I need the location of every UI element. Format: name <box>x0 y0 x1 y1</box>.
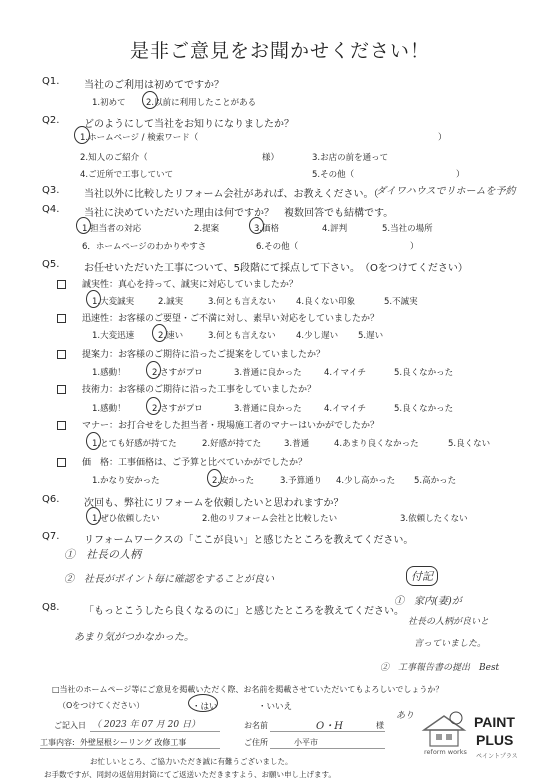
q4-number: Q4. <box>42 204 60 215</box>
q5-item-1-option-4[interactable]: 4.良くない印象 <box>296 297 356 307</box>
q4-option-7[interactable]: 6.その他（ <box>256 242 299 252</box>
q3-handwritten-answer: ダイワハウスでリホームを予約 <box>376 186 516 197</box>
q1-option-1[interactable]: 1.初めて <box>92 98 126 108</box>
address-underline <box>270 748 385 749</box>
q5-item-5-option-5[interactable]: 5.良くない <box>448 439 491 449</box>
logo-kana: ペイントプラス <box>476 753 518 760</box>
q6-selected-circle <box>86 507 101 525</box>
q7-question: リフォームワークスの「ここが良い」と感じたところを教えてください。 <box>84 535 414 546</box>
side-note-line-3: 言っていました。 <box>414 639 487 649</box>
q5-item-1-heading: 誠実性：真心を持って、誠実に対応していましたか？ <box>82 280 298 290</box>
q5-item-5-selected-circle <box>86 432 101 450</box>
q8-answer: あまり気がつかなかった。 <box>74 632 194 643</box>
q4-question: 当社に決めていただいた理由は何ですか？ 複数回答でも結構です。 <box>84 208 394 219</box>
q5-item-5-option-1[interactable]: 1.とても好感が持てた <box>92 439 177 449</box>
q8-number: Q8. <box>42 602 60 613</box>
q2-number: Q2. <box>42 115 60 126</box>
q5-item-2-option-1[interactable]: 1.大変迅速 <box>92 331 135 341</box>
q4-selected-circle-1 <box>76 217 91 234</box>
q4-option-2[interactable]: 2.提案 <box>194 224 220 234</box>
q2-question: どのようにして当社をお知りになりましたか？ <box>84 119 294 130</box>
thanks-line-2: お手数ですが、同封の返信用封筒にてご返送いただきますよう、お願い申し上げます。 <box>44 770 336 779</box>
q5-item-2-option-3[interactable]: 3.何とも言えない <box>208 331 276 341</box>
consent-yes[interactable]: ・はい <box>192 702 218 712</box>
logo-paint: PAINT <box>474 714 515 730</box>
thanks-line-1: お忙しいところ、ご協力いただき誠に有難うございました。 <box>90 757 293 766</box>
side-note-line-2: 社長の人柄が良いと <box>408 617 490 627</box>
q6-number: Q6. <box>42 494 60 505</box>
q2-option-2-mid: 様） <box>262 153 280 163</box>
q5-item-4-option-3[interactable]: 3.普通に良かった <box>234 404 302 414</box>
consent-no[interactable]: ・いいえ <box>258 702 293 712</box>
q5-item-5-heading: マナー：お打合せをした担当者・現場施工者のマナーはいかがでしたか？ <box>82 421 380 431</box>
q5-item-3-heading: 提案力：お客様のご期待に沿ったご提案をしていましたか？ <box>82 350 326 360</box>
q5-item-2-option-4[interactable]: 4.少し遅い <box>296 331 339 341</box>
q5-item-2-heading: 迅速性：お客様のご要望・ご不満に対し、素早い対応をしていましたか？ <box>82 314 380 324</box>
consent-yes-circle <box>188 694 218 712</box>
q5-item-6-option-1[interactable]: 1.かなり安かった <box>92 476 160 486</box>
page-title: 是非ご意見をお聞かせください！ <box>130 40 431 62</box>
side-note-line-1: ① 家内(妻)が <box>394 596 462 607</box>
q1-selected-circle <box>142 91 158 109</box>
q5-item-3-option-5[interactable]: 5.良くなかった <box>394 368 454 378</box>
q4-selected-circle-3 <box>249 217 264 234</box>
side-note-line-4: ② 工事報告書の提出 Best <box>380 663 500 673</box>
q5-question: お任せいただいた工事について、5段階にて採点して下さい。 （Oをつけてください） <box>84 263 468 274</box>
q5-item-1-option-2[interactable]: 2.誠実 <box>158 297 184 307</box>
date-underline <box>90 731 220 732</box>
q1-option-2[interactable]: 2.以前に利用したことがある <box>146 98 257 108</box>
q6-option-2[interactable]: 2.他のリフォーム会社と比較したい <box>202 514 338 524</box>
work-value: 外壁屋根シーリング 改修工事 <box>80 738 187 747</box>
q3-question: 当社以外に比較したリフォーム会社があれば、お教えください。（ <box>84 189 379 200</box>
q5-item-4-option-5[interactable]: 5.良くなかった <box>394 404 454 414</box>
work-underline <box>40 748 220 749</box>
q4-option-4[interactable]: 4.評判 <box>322 224 348 234</box>
q4-option-1[interactable]: 1.担当者の対応 <box>82 224 142 234</box>
address-label: ご住所 <box>244 738 268 747</box>
q5-item-2-selected-circle <box>152 324 167 342</box>
q5-item-3-checkbox[interactable] <box>57 350 66 359</box>
q2-option-4[interactable]: 4.ご近所で工事していて <box>80 170 174 180</box>
q5-item-6-selected-circle <box>207 469 222 487</box>
date-label: ご記入日 <box>54 721 86 730</box>
q6-option-3[interactable]: 3.依頼したくない <box>400 514 468 524</box>
q5-item-5-option-4[interactable]: 4.あまり良くなかった <box>334 439 419 449</box>
q5-item-5-option-3[interactable]: 3.普通 <box>284 439 310 449</box>
q5-item-4-option-4[interactable]: 4.イマイチ <box>324 404 366 414</box>
q5-item-4-option-1[interactable]: 1.感動！ <box>92 404 126 414</box>
q5-item-1-option-3[interactable]: 3.何とも言えない <box>208 297 276 307</box>
q6-question: 次回も、弊社にリフォームを依頼したいと思われますか？ <box>84 498 344 509</box>
q5-number: Q5. <box>42 259 60 270</box>
consent-question: □当社のホームページ等にご意見を掲載いただく際、お名前を掲載させていただいてもよろしいでしょうか？ <box>52 685 444 694</box>
q5-item-4-checkbox[interactable] <box>57 385 66 394</box>
q8-question: 「もっとこうしたら良くなるのに」と感じたところを教えてください。 <box>84 606 404 617</box>
q4-option-7-end: ） <box>410 242 419 252</box>
q5-item-5-option-2[interactable]: 2.好感が持てた <box>202 439 262 449</box>
q4-option-3[interactable]: 3.価格 <box>254 224 280 234</box>
q5-item-6-heading: 価 格：工事価格は、ご予算と比べていかがでしたか？ <box>82 458 308 468</box>
q5-item-6-option-4[interactable]: 4.少し高かった <box>336 476 396 486</box>
q5-item-4-option-2[interactable]: 2.さすがプロ <box>152 404 203 414</box>
q5-item-6-option-3[interactable]: 3.予算通り <box>280 476 323 486</box>
house-logo-icon <box>420 710 468 750</box>
q5-item-3-option-1[interactable]: 1.感動！ <box>92 368 126 378</box>
q5-item-2-checkbox[interactable] <box>57 314 66 323</box>
q2-option-1-end: ） <box>438 133 447 143</box>
q2-option-2[interactable]: 2.知人のご紹介（ <box>80 153 148 163</box>
q4-option-5[interactable]: 5.当社の場所 <box>382 224 433 234</box>
stamp-mark: あり <box>396 711 415 721</box>
q3-number: Q3. <box>42 185 60 196</box>
name-label: お名前 <box>244 721 268 730</box>
name-value: O・H <box>316 721 343 732</box>
q5-item-5-checkbox[interactable] <box>57 421 66 430</box>
date-value: （ 2023 年 07 月 20 日） <box>92 720 200 730</box>
q2-option-5-end: ） <box>456 170 465 180</box>
q1-number: Q1. <box>42 76 60 87</box>
q5-item-3-option-3[interactable]: 3.普通に良かった <box>234 368 302 378</box>
consent-instruction: （Oをつけてください） <box>58 701 145 710</box>
work-label: 工事内容: <box>40 738 75 747</box>
q5-item-6-option-5[interactable]: 5.高かった <box>414 476 457 486</box>
name-suffix: 様 <box>376 721 384 730</box>
q7-number: Q7. <box>42 531 60 542</box>
q5-item-6-option-2[interactable]: 2.安かった <box>212 476 255 486</box>
q4-option-6[interactable]: 6．ホームページのわかりやすさ <box>82 242 207 252</box>
q5-item-6-checkbox[interactable] <box>57 458 66 467</box>
address-value: 小平市 <box>294 738 318 747</box>
side-note-title: 付記 <box>406 566 438 586</box>
q5-item-4-selected-circle <box>146 397 161 415</box>
q2-selected-circle <box>74 126 90 144</box>
q7-answer-2: ② 社長がポイント毎に確認をすることが良い <box>64 574 274 585</box>
q5-item-2-option-5[interactable]: 5.遅い <box>358 331 384 341</box>
q2-option-1[interactable]: 1.ホームページ / 検索ワード（ <box>80 133 199 143</box>
q5-item-3-option-4[interactable]: 4.イマイチ <box>324 368 366 378</box>
q5-item-3-selected-circle <box>146 361 161 379</box>
q5-item-1-option-1[interactable]: 1.大変誠実 <box>92 297 135 307</box>
q2-option-3[interactable]: 3.お店の前を通って <box>312 153 389 163</box>
logo-plus: PLUS <box>476 732 514 748</box>
q6-option-1[interactable]: 1.ぜひ依頼したい <box>92 514 160 524</box>
q5-item-1-option-5[interactable]: 5.不誠実 <box>384 297 418 307</box>
q2-option-5[interactable]: 5.その他（ <box>312 170 355 180</box>
q5-item-4-heading: 技術力：お客様のご期待に沿った工事をしていましたか？ <box>82 385 317 395</box>
q5-item-1-checkbox[interactable] <box>57 280 66 289</box>
q7-answer-1: ① 社長の人柄 <box>64 548 141 561</box>
reform-works-label: reform works <box>424 748 467 756</box>
q5-item-1-selected-circle <box>86 290 101 308</box>
name-underline <box>270 731 385 732</box>
q5-item-2-option-2[interactable]: 2.速い <box>158 331 184 341</box>
q1-question: 当社のご利用は初めてですか？ <box>84 80 224 91</box>
q5-item-3-option-2[interactable]: 2.さすがプロ <box>152 368 203 378</box>
